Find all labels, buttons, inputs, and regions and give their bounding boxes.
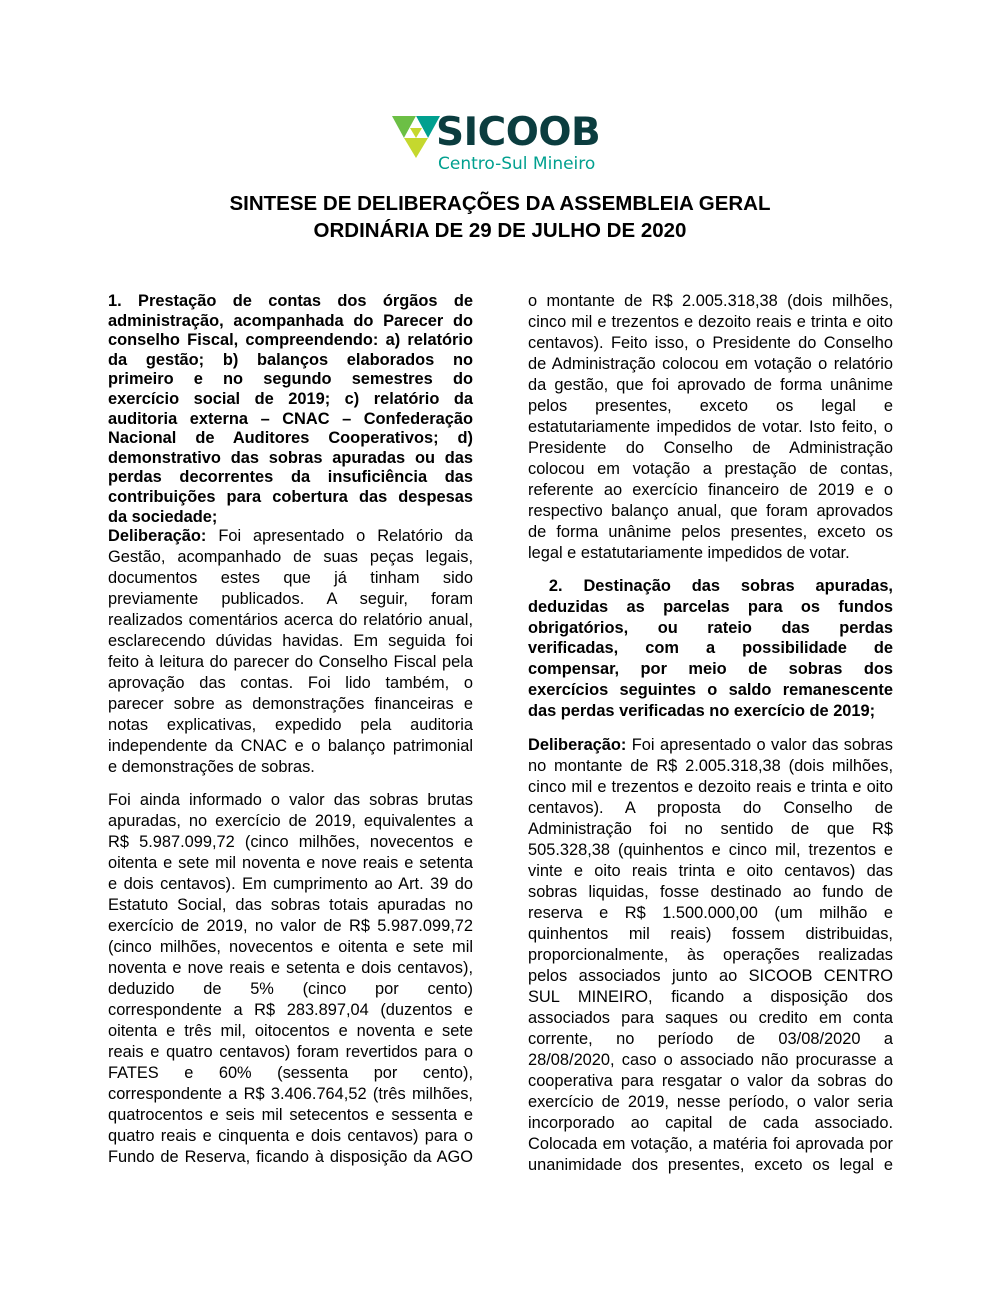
text-line bbox=[528, 375, 893, 396]
line-text: corrente, no período de 03/08/2020 a bbox=[528, 1030, 893, 1048]
text-line bbox=[108, 1021, 473, 1042]
line-text: legal e estatutariamente impedidos de votar. bbox=[528, 544, 850, 562]
line-text: exercício de 2019, no valor de R$ 5.987.099,72 bbox=[108, 917, 473, 935]
text-line bbox=[108, 312, 473, 332]
line-text: da sociedade; bbox=[108, 507, 218, 526]
text-line bbox=[108, 1147, 473, 1168]
line-text: verificadas, com a possibilidade de bbox=[528, 639, 893, 658]
line-text: Foi apresentado o valor das sobras bbox=[626, 736, 893, 754]
line-text: Gestão, acompanhado de suas peças legais, bbox=[108, 548, 473, 566]
text-line bbox=[108, 449, 473, 469]
text-line bbox=[108, 1126, 473, 1147]
line-text: Fundo de Reserva, ficando à disposição da AGO bbox=[108, 1148, 473, 1166]
line-text: associados para saques ou credito em conta bbox=[528, 1009, 893, 1027]
line-text: auditoria externa – CNAC – Confederação bbox=[108, 409, 473, 428]
line-text: Foi ainda informado o valor das sobras brutas bbox=[108, 791, 473, 809]
line-text: parecer sobre as demonstrações financeiras e bbox=[108, 695, 473, 713]
line-text: independente da CNAC e o balanço patrimonial bbox=[108, 737, 473, 755]
text-line bbox=[108, 694, 473, 715]
line-text: no montante de R$ 2.005.318,38 (dois milhões, bbox=[528, 757, 893, 775]
text-line bbox=[528, 501, 893, 522]
text-line bbox=[108, 1105, 473, 1126]
line-text: oitenta e três mil, oitocentos e noventa e sete bbox=[108, 1022, 473, 1040]
text-line bbox=[528, 659, 893, 680]
deliberation-label: Deliberação: bbox=[528, 736, 627, 754]
text-line bbox=[108, 937, 473, 958]
line-text: compensar, por meio de sobras dos bbox=[528, 660, 893, 679]
text-line bbox=[108, 673, 473, 694]
line-text: pelos presentes, exceto os legal e bbox=[528, 397, 893, 415]
text-line bbox=[528, 987, 893, 1008]
text-line bbox=[528, 1134, 893, 1155]
text-line bbox=[108, 631, 473, 652]
text-line bbox=[108, 958, 473, 979]
line-text: 1. Prestação de contas dos órgãos de bbox=[108, 292, 473, 310]
text-line bbox=[528, 597, 893, 618]
line-text: quinhentos mil reais) fossem distribuidas, bbox=[528, 925, 893, 943]
text-line bbox=[528, 459, 893, 480]
text-line bbox=[108, 331, 473, 351]
text-line bbox=[108, 410, 473, 430]
text-line bbox=[528, 291, 893, 312]
text-line bbox=[528, 735, 893, 756]
line-text: aprovação das contas. Foi lido também, o bbox=[108, 674, 473, 692]
line-text: SUL MINEIRO, ficando a disposição dos bbox=[528, 988, 893, 1006]
text-line bbox=[108, 895, 473, 916]
text-line bbox=[528, 396, 893, 417]
document-title-line-1: SINTESE DE DELIBERAÇÕES DA ASSEMBLEIA GERAL bbox=[229, 192, 771, 215]
line-text: FATES e 60% (sessenta por cento), bbox=[108, 1064, 473, 1082]
line-text: perdas decorrentes da insuficiência das bbox=[108, 468, 473, 487]
line-text: das perdas verificadas no exercício de 2019; bbox=[528, 701, 876, 720]
line-text: previamente publicados. A seguir, foram bbox=[108, 590, 473, 608]
text-line bbox=[528, 576, 893, 597]
text-line bbox=[108, 468, 473, 488]
text-line bbox=[528, 777, 893, 798]
text-line bbox=[528, 945, 893, 966]
text-line bbox=[528, 924, 893, 945]
line-text: e demonstrações de sobras. bbox=[108, 758, 315, 776]
line-text: R$ 5.987.099,72 (cinco milhões, novecentos e bbox=[108, 833, 473, 851]
item-2-heading bbox=[528, 576, 893, 722]
text-line bbox=[108, 790, 473, 811]
line-text: realizados comentários acerca do relatório anual, bbox=[108, 611, 473, 629]
line-text: centavos). Feito isso, o Presidente do Conselho bbox=[528, 334, 893, 352]
line-text: proporcionalmente, às operações realizadas bbox=[528, 946, 893, 964]
line-text: Administração foi no sentido de que R$ bbox=[528, 820, 893, 838]
text-line bbox=[108, 526, 473, 547]
line-text: da gestão, que foi aprovado de forma unânime bbox=[528, 376, 893, 394]
text-line bbox=[108, 589, 473, 610]
line-text: Nacional de Auditores Cooperativos; d) bbox=[108, 429, 473, 448]
line-text: primeiro e no segundo semestres do bbox=[108, 370, 473, 389]
text-line bbox=[108, 1042, 473, 1063]
line-text: da gestão; b) balanços elaborados no bbox=[108, 350, 473, 369]
text-line bbox=[528, 638, 893, 659]
text-line bbox=[528, 1008, 893, 1029]
line-text: deduzido de 5% (cinco por cento) bbox=[108, 980, 473, 998]
text-line bbox=[108, 610, 473, 631]
line-text: notas explicativas, expedido pela auditoria bbox=[108, 716, 473, 734]
line-text: contribuições para cobertura das despesas bbox=[108, 487, 473, 506]
text-line bbox=[108, 292, 473, 312]
text-line bbox=[108, 979, 473, 1000]
line-text: referente ao exercício financeiro de 2019 e o bbox=[528, 481, 893, 499]
text-line bbox=[528, 1029, 893, 1050]
text-line bbox=[108, 547, 473, 568]
line-text: sobras liquidas, fosse destinado ao fundo de bbox=[528, 883, 893, 901]
line-text: documentos estes que já tinham sido bbox=[108, 569, 473, 587]
text-line bbox=[108, 916, 473, 937]
line-text: colocou em votação a prestação de contas, bbox=[528, 460, 893, 478]
text-line bbox=[528, 522, 893, 543]
text-line bbox=[108, 370, 473, 390]
text-line bbox=[108, 832, 473, 853]
text-line bbox=[528, 438, 893, 459]
line-text: correspondente a R$ 283.897,04 (duzentos e bbox=[108, 1001, 473, 1019]
line-text: feito à leitura do parecer do Conselho Fiscal pela bbox=[108, 653, 473, 671]
line-text: demonstrativo das sobras apuradas ou das bbox=[108, 448, 473, 467]
text-line bbox=[528, 480, 893, 501]
text-line bbox=[108, 874, 473, 895]
line-text: apuradas, no exercício de 2019, equivalentes a bbox=[108, 812, 473, 830]
line-text: 505.328,38 (quinhentos e cinco mil, trezentos e bbox=[528, 841, 893, 859]
document-title-line-2: ORDINÁRIA DE 29 DE JULHO DE 2020 bbox=[313, 219, 687, 242]
text-line bbox=[528, 966, 893, 987]
text-line bbox=[108, 429, 473, 449]
text-line bbox=[528, 1071, 893, 1092]
line-text: incorporado ao capital de cada associado. bbox=[528, 1114, 893, 1132]
line-text: conselho Fiscal, compreendendo: a) relatório bbox=[108, 331, 473, 350]
line-text: 28/08/2020, caso o associado não procurasse a bbox=[528, 1051, 893, 1069]
text-line bbox=[528, 1113, 893, 1134]
text-line bbox=[108, 811, 473, 832]
line-text: esclarecendo dúvidas havidas. Em seguida foi bbox=[108, 632, 473, 650]
line-text: Estatuto Social, das sobras totais apuradas no bbox=[108, 896, 473, 914]
text-line bbox=[108, 488, 473, 508]
text-line bbox=[528, 903, 893, 924]
line-text: centavos). A proposta do Conselho de bbox=[528, 799, 893, 817]
text-line bbox=[108, 652, 473, 673]
text-line bbox=[108, 508, 473, 528]
text-line bbox=[528, 417, 893, 438]
line-text: exercícios seguintes o saldo remanescente bbox=[528, 680, 893, 699]
line-text: Foi apresentado o Relatório da bbox=[206, 527, 473, 545]
item-2-deliberation bbox=[528, 735, 893, 1176]
line-text: quatro reais e cinquenta e dois centavos) para o bbox=[108, 1127, 473, 1145]
text-line bbox=[108, 1084, 473, 1105]
text-line bbox=[528, 798, 893, 819]
text-line bbox=[108, 736, 473, 757]
line-text: Colocada em votação, a matéria foi aprovada por bbox=[528, 1135, 893, 1153]
line-text: e dois centavos). Em cumprimento ao Art. 39 do bbox=[108, 875, 473, 893]
line-text: administração, acompanhada do Parecer do bbox=[108, 311, 473, 330]
line-text: cinco mil e trezentos e dezoito reais e trinta e oito bbox=[528, 313, 893, 331]
line-text: pelos associados junto ao SICOOB CENTRO bbox=[528, 967, 893, 985]
deliberation-label: Deliberação: bbox=[108, 527, 207, 545]
text-line bbox=[528, 1050, 893, 1071]
line-text: obrigatórios, ou rateio das perdas bbox=[528, 618, 893, 637]
line-text: oitenta e sete mil noventa e nove reais e setenta bbox=[108, 854, 473, 872]
text-line bbox=[528, 819, 893, 840]
text-line bbox=[108, 390, 473, 410]
item-1-deliberation bbox=[108, 526, 473, 778]
text-line bbox=[528, 840, 893, 861]
line-text: 2. Destinação das sobras apuradas, bbox=[528, 577, 893, 595]
text-line bbox=[108, 1063, 473, 1084]
text-line bbox=[528, 618, 893, 639]
text-line bbox=[528, 882, 893, 903]
line-text: noventa e nove reais e setenta e dois centavos), bbox=[108, 959, 473, 977]
line-text: correspondente a R$ 3.406.764,52 (três milhões, bbox=[108, 1085, 473, 1103]
line-text: reais e quatro centavos) foram revertidos para o bbox=[108, 1043, 473, 1061]
text-line bbox=[528, 543, 893, 564]
text-line bbox=[108, 757, 473, 778]
text-line bbox=[528, 312, 893, 333]
text-line bbox=[108, 351, 473, 371]
item-1-sobras-paragraph bbox=[108, 790, 473, 1168]
line-text: estatutariamente impedidos de votar. Isto feito, o bbox=[528, 418, 893, 436]
text-line bbox=[528, 756, 893, 777]
line-text: (cinco milhões, novecentos e oitenta e sete mil bbox=[108, 938, 473, 956]
sicoob-triangle-icon bbox=[390, 112, 440, 160]
text-line bbox=[528, 354, 893, 375]
line-text: cooperativa para resgatar o valor da sobras do bbox=[528, 1072, 893, 1090]
text-line bbox=[108, 853, 473, 874]
sicoob-logo bbox=[390, 112, 620, 178]
line-text: quatrocentos e seis mil setecentos e sessenta e bbox=[108, 1106, 473, 1124]
line-text: cinco mil e trezentos e dezoito reais e trinta e oito bbox=[528, 778, 893, 796]
logo-wordmark: SICOOB bbox=[436, 110, 601, 155]
text-line bbox=[528, 680, 893, 701]
text-line bbox=[108, 568, 473, 589]
item-1-voting-paragraph bbox=[528, 291, 893, 564]
text-line bbox=[108, 1000, 473, 1021]
item-1-heading bbox=[108, 292, 473, 527]
line-text: o montante de R$ 2.005.318,38 (dois milhões, bbox=[528, 292, 893, 310]
text-line bbox=[528, 333, 893, 354]
line-text: de Administração colocou em votação o relatório bbox=[528, 355, 893, 373]
text-line bbox=[108, 715, 473, 736]
line-text: reserva e R$ 1.500.000,00 (um milhão e bbox=[528, 904, 893, 922]
line-text: Presidente do Conselho de Administração bbox=[528, 439, 893, 457]
line-text: vinte e oito reais trinta e oito centavos) das bbox=[528, 862, 893, 880]
text-line bbox=[528, 701, 893, 722]
text-line bbox=[528, 861, 893, 882]
line-text: respectivo balanço anual, que foram aprovados bbox=[528, 502, 893, 520]
line-text: deduzidas as parcelas para os fundos bbox=[528, 597, 893, 616]
line-text: exercício de 2019, nesse período, o valor seria bbox=[528, 1093, 893, 1111]
logo-subtitle: Centro-Sul Mineiro bbox=[438, 154, 596, 174]
text-line bbox=[528, 1092, 893, 1113]
line-text: unanimidade dos presentes, exceto os legal e bbox=[528, 1156, 893, 1174]
line-text: exercício social de 2019; c) relatório da bbox=[108, 389, 473, 408]
text-line bbox=[528, 1155, 893, 1176]
line-text: de forma unânime pelos presentes, exceto os bbox=[528, 523, 893, 541]
